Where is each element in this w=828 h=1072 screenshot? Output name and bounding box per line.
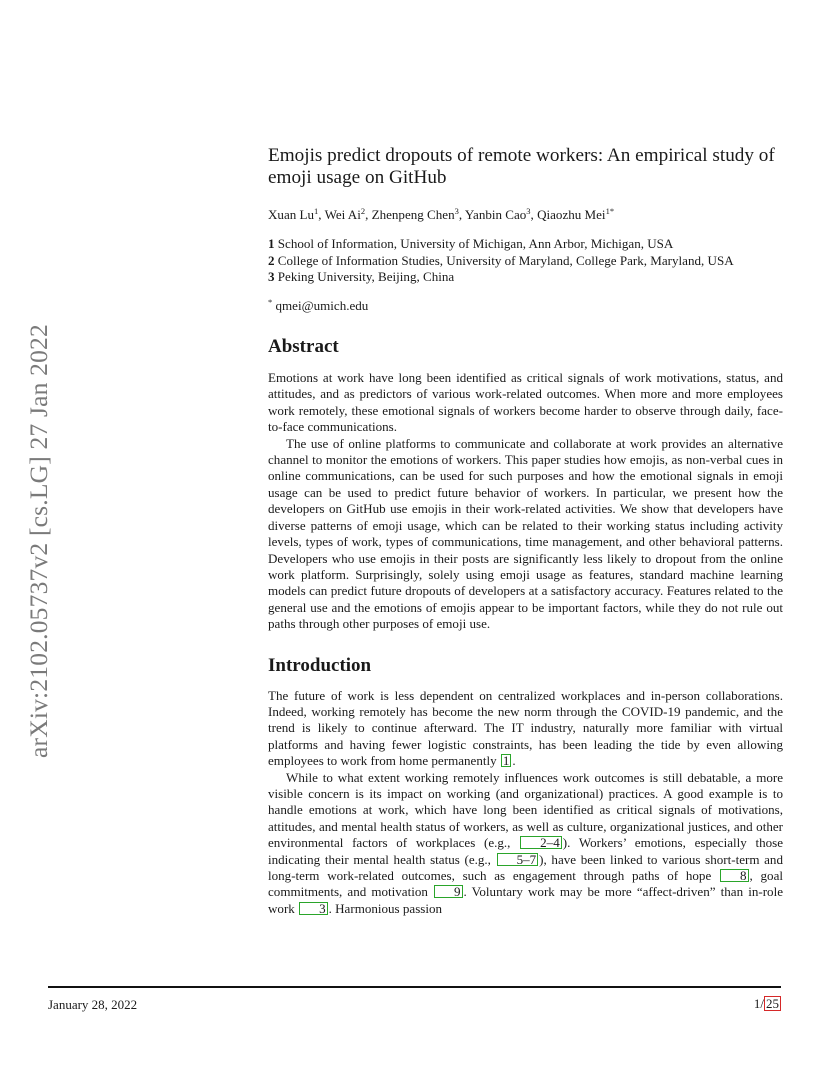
affiliation-list [268, 236, 783, 285]
footer-date: January 28, 2022 [48, 997, 138, 1012]
author-list [268, 207, 783, 223]
author: Xuan Lu$^1$, [268, 206, 325, 222]
affiliation: 3 Peking University, Beijing, China [268, 269, 455, 285]
author: Qiaozhu Mei$^{1*}$ [537, 206, 615, 222]
corresponding-email: * qmei@umich.edu [268, 296, 369, 313]
paper-body [268, 145, 783, 917]
author: Zhenpeng Chen$^3$, [371, 206, 465, 222]
affiliation: 2 College of Information Studies, University of Maryland, College Park, Maryland, USA [268, 252, 734, 268]
footer-rule [48, 986, 781, 988]
citation-link[interactable]: 1 [502, 753, 510, 769]
citation-link[interactable]: 3 [299, 902, 328, 915]
abstract-heading: Abstract [268, 336, 339, 358]
author: Yanbin Cao$^3$, [464, 206, 538, 222]
total-pages-link[interactable]: 25 [766, 996, 779, 1011]
citation-link[interactable]: 2–4 [520, 836, 562, 849]
email-address[interactable]: qmei@umich.edu [275, 297, 369, 313]
introduction-heading: Introduction [268, 654, 372, 676]
paper-title: Emojis predict dropouts of remote workers: An empirical study of emoji usage on GitHub [268, 145, 775, 188]
arxiv-identifier-stamp [20, 290, 56, 760]
citation-link[interactable]: 8 [720, 869, 749, 882]
arxiv-identifier-text: arXiv:2102.05737v2 [cs.LG] 27 Jan 2022 [24, 324, 53, 758]
abstract-paragraph: The use of online platforms to communicate and collaborate at work provides an alternative channel to monitor the emotions of workers. This paper studies how emojis, as non-verbal cues in online communications, can be used for such purposes and how the emotional signals in emoji usage can be used to predict future behavior of workers. In particular, we present how the developers on GitHub use emojis in their work-related activities. We show that developers have diverse patterns of emoji usage, which can be related to their working status including activity levels, types of work, types of communications, time management, and other behavioral patterns. Developers who use emojis in their posts are significantly less likely to dropout from the online work platform. Surprisingly, solely using emoji usage as features, standard machine learning models can predict future dropouts of developers at a satisfactory accuracy. Features related to the general use and the emotions of emojis appear to be important factors, while they do not rule out paths through other purposes of emoji use. [268, 435, 783, 632]
author: Wei Ai$^2$, [324, 206, 372, 222]
introduction-paragraph: While to what extent working remotely influences work outcomes is still debatable, a more visible concern is its impact on working (and organizational) practices. A good example is to handle emotions at work, which have long been identified as critical signals of motivations, attitudes, and mental health status of workers, as well as culture, organizational justices, and other environmental factors of workplaces (e.g., 2–4 ). Workers’ emotions, especially those indicating their mental health status (e.g., 5–7 ), have been linked to various short-term and long-term work-related outcomes, such as engagement through paths of hope 8 , goal commitments, and motivation 9 . Voluntary work may be more “affect-driven” than in-role work 3 . Harmonious passion [268, 769, 784, 916]
introduction-paragraph: The future of work is less dependent on centralized workplaces and in-person collaborations. Indeed, working remotely has become the new norm through the COVID-19 pandemic, and the trend is likely to continue afterward. The IT industry, naturally more familiar with virtual platforms and having fewer logistic constraints, has been leading the tide by even allowing employees to work from home permanently 1 . [268, 687, 783, 769]
page-number: 1/ 25 [753, 996, 779, 1011]
abstract-paragraph: Emotions at work have long been identified as critical signals of work motivations, status, and attitudes, and as predictors of various work-related outcomes. When more and more employees work remotely, these emotional signals of workers become harder to observe through daily, face-to-face communications. [268, 370, 783, 435]
citation-link[interactable]: 9 [434, 885, 463, 898]
affiliation: 1 School of Information, University of Michigan, Ann Arbor, Michigan, USA [268, 236, 674, 252]
citation-link[interactable]: 5–7 [497, 853, 539, 866]
